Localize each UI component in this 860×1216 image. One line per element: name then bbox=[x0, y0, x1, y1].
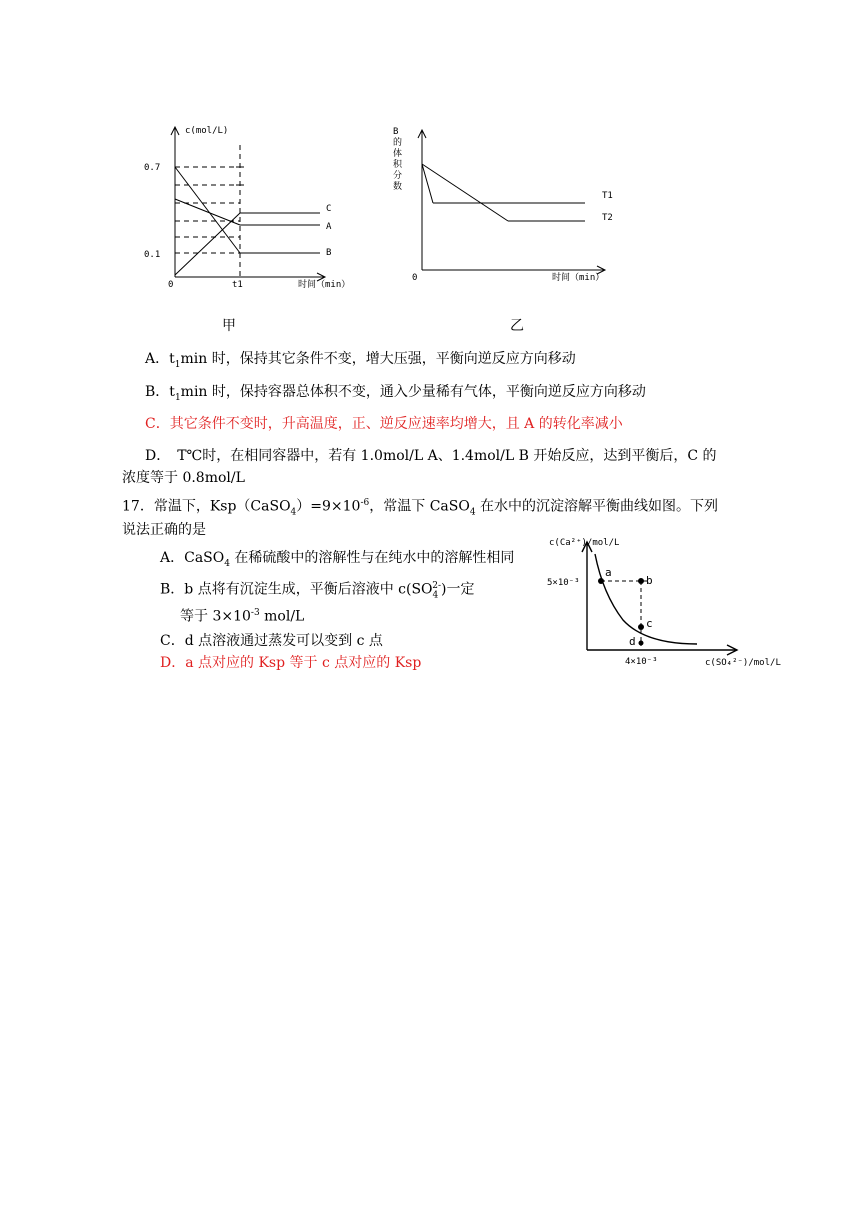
x-axis-label: 时间（min） bbox=[552, 273, 605, 283]
t1-label: t1 bbox=[232, 280, 243, 290]
q17-stem: 17．常温下，$Ksp(CaSO_4)=9\times 10^{-6}$，常温下 CaSO$_4$ 在水中的沉淀溶解平衡曲线如图。下列 bbox=[122, 498, 719, 518]
q17-option-d: D．a 点对应的 Ksp 等于 c 点对应的 Ksp bbox=[160, 655, 422, 671]
q17-option-a: A．CaSO$_4$ 在稀硫酸中的溶解性与在纯水中的溶解性相同 bbox=[160, 550, 515, 569]
figure-caption-jia: 甲 bbox=[222, 318, 236, 334]
y-axis-label: 的 bbox=[393, 138, 403, 148]
point-label-c: c bbox=[646, 617, 653, 630]
y-axis-label: B bbox=[393, 127, 399, 137]
point-label-b: b bbox=[646, 574, 653, 587]
origin-label: 0 bbox=[168, 280, 174, 290]
q16-option-a: A．$t_1\min$ 时，保持其它条件不变，增大压强，平衡向逆反应方向移动 bbox=[145, 351, 576, 370]
point-label-d: d bbox=[629, 635, 636, 648]
q17-option-b: B．b 点将有沉淀生成，平衡后溶液中 $c(SO_4^{2-})$一定 bbox=[160, 581, 475, 601]
q17-option-c: C．d 点溶液通过蒸发可以变到 c 点 bbox=[160, 633, 383, 649]
q16-option-b: B．$t_1\min$ 时，保持容器总体积不变，通入少量稀有气体，平衡向逆反应方向移动 bbox=[145, 384, 646, 403]
y-tick-label: 0.7 bbox=[144, 163, 161, 173]
q16-option-d: D． T℃时，在相同容器中，若有 1.0mol/L A、1.4mol/L B 开始反应，达到平衡后，C 的 bbox=[145, 448, 717, 464]
y-axis-label: 分 bbox=[393, 171, 403, 181]
point-d bbox=[639, 641, 644, 646]
series-label-t1: T1 bbox=[602, 191, 613, 201]
series-label-t2: T2 bbox=[602, 213, 613, 223]
y-axis-label: 积 bbox=[393, 160, 403, 170]
y-axis-label: 数 bbox=[393, 182, 403, 192]
x-axis-label: 时间（min） bbox=[298, 280, 351, 290]
series-label-a: A bbox=[326, 222, 332, 232]
q16-option-c: C．其它条件不变时，升高温度，正、逆反应速率均增大，且 A 的转化率减小 bbox=[145, 416, 623, 432]
y-tick-label: 5×10⁻³ bbox=[547, 578, 580, 588]
figure-ksp bbox=[545, 532, 795, 674]
point-label-a: a bbox=[605, 566, 612, 579]
point-b bbox=[638, 578, 644, 584]
series-label-b: B bbox=[326, 248, 332, 258]
series-label-c: C bbox=[326, 204, 332, 214]
figure-jia bbox=[140, 115, 380, 295]
x-axis-label: c(SO₄²⁻)/mol/L bbox=[705, 658, 781, 668]
y-axis-label: c(mol/L) bbox=[185, 126, 229, 136]
y-axis-label: c(Ca²⁺)/mol/L bbox=[549, 538, 620, 548]
figure-yi bbox=[390, 122, 630, 292]
figure-caption-yi: 乙 bbox=[510, 318, 524, 334]
q17-option-b-line2: 等于 $3\times 10^{-3}$ mol/L bbox=[180, 608, 305, 625]
q17-stem-line2: 说法正确的是 bbox=[122, 522, 206, 538]
origin-label: 0 bbox=[412, 273, 418, 283]
point-a bbox=[598, 578, 604, 584]
y-tick-label: 0.1 bbox=[144, 250, 161, 260]
y-axis-label: 体 bbox=[393, 149, 403, 159]
x-tick-label: 4×10⁻³ bbox=[625, 657, 658, 667]
q16-option-d-line2: 浓度等于 0.8mol/L bbox=[122, 470, 245, 486]
point-c bbox=[638, 624, 644, 630]
